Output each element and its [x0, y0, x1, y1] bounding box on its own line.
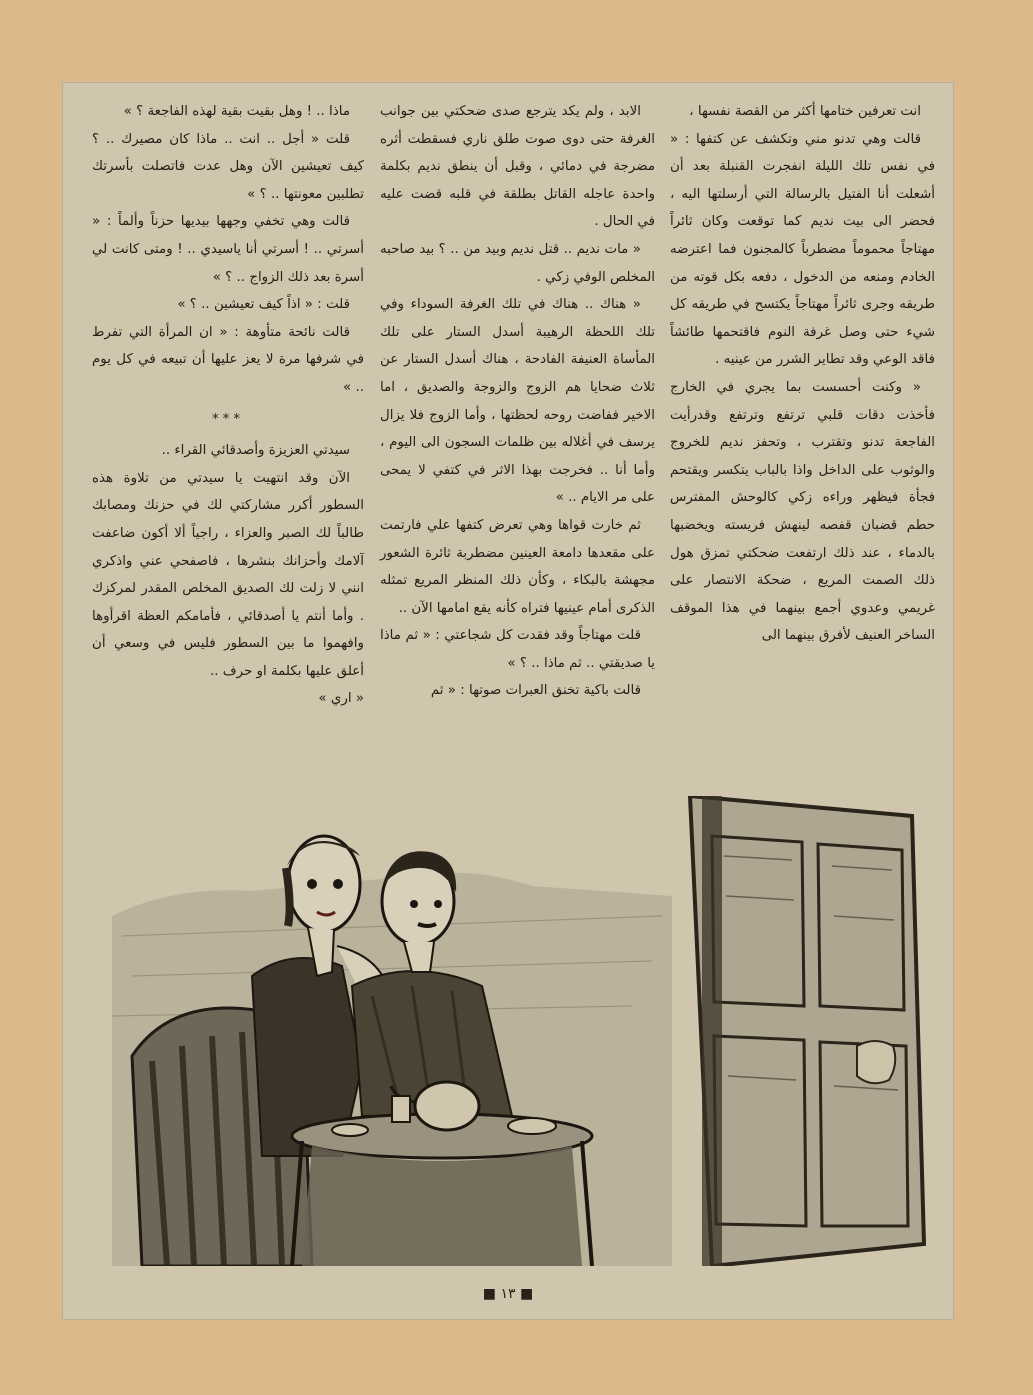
- text-column-right: [670, 98, 935, 650]
- door-drawing: [690, 796, 924, 1266]
- paragraph: « هناك .. هناك في تلك الغرفة السوداء وفي تلك اللحظة الرهيبة أسدل الستار على تلك المأساة العنيفة الفادحة ، هناك أسدل الستار عن ثلاث ضحايا هم الزوج والزوجة والصديق ، اما الاخير ففاضت روحه لحظتها ، وأما الزوج فلا يزال يرسف في أغلاله بين ظلمات السجون الى اليوم ، وأما أنا .. فخرجت بهذا الاثر في كتفي لا يمحى على مر الايام .. »: [380, 297, 655, 506]
- paragraph: انت تعرفين ختامها أكثر من القصة نفسها ،: [689, 104, 921, 119]
- paragraph: قلت : « اذاً كيف تعيشين .. ؟ »: [177, 297, 350, 313]
- paragraph: ماذا .. ! وهل بقيت بقية لهذه الفاجعة ؟ »: [123, 104, 350, 119]
- text-column-middle: [380, 98, 655, 705]
- paragraph: « وكنت أحسست بما يجري في الخارج فأخذت دقات قلبي ترتفع وترتفع وقدرأيت الفاجعة تدنو وتقترب ، وتحفز نديم للخروج والوثوب على الداخل واذا بالباب يتكسر ويقتحم فجأة فيظهر وراءه زكي كالوحش المفترس حطم قضبان قفصه لينهش فريسته ويخضبها بالدماء ، عند ذلك ارتفعت ضحكتي تمزق هول ذلك الصمت المريع ، ضحكة الانتصار على غريمي وعدوي أجمع بينهما في هذا الموقف الساخر العنيف لأفرق بينهما الى: [670, 379, 935, 644]
- paragraph: الآن وقد انتهيت يا سيدتي من تلاوة هذه السطور أكرر مشاركتي لك في حزنك ومصابك طالباً لك الصبر والعزاء ، راجياً ألا أكون ضاعفت آلامك وأحزانك بنشرها ، فاصفحي عني واذكري انني لا زلت لك الصديق المخلص المقدر لمركزك . وأما أنتم يا أصدقائي ، فأمامكم العظة اقرأوها وافهموا ما بين السطور فليس في وسعي أن أعلق عليها بكلمة او حرف ..: [92, 470, 364, 679]
- page-number: ■ ١٣ ■: [482, 1286, 534, 1302]
- paragraph: الابد ، ولم يكد يترجع صدى ضحكتي بين جوانب الغرفة حتى دوى صوت طلق ناري فسقطت أثره مضرجة في دمائي ، وقبل أن ينطق نديم بكلمة واحدة عاجله القاتل بطلقة في قلبه قضت عليه في الحال .: [380, 104, 655, 230]
- paragraph: « مات نديم .. قتل نديم وبيد من .. ؟ بيد صاحبه المخلص الوفي زكي .: [380, 241, 655, 285]
- author-signature: « اري »: [318, 691, 364, 707]
- paragraph: قالت وهي تدنو مني وتكشف عن كتفها : « في نفس تلك الليلة انفجرت القنبلة بعد أن أشعلت أنا الفتيل بالرسالة التي أرسلتها اليه ، فحضر الى بيت نديم كما توقعت وكان ثائراً مهتاجاً محموماً مضطرباً كالمجنون فما اعترضه الخادم ومنعه من الدخول ، دفعه بكل قوته من طريقه وجرى ثائراً مهتاجاً يكتسح في طريقه كل شيء حتى وصل غرفة النوم فاقتحمها طائشاً فاقد الوعي وقد تطاير الشرر من عينيه .: [670, 131, 935, 368]
- paragraph: قالت نائحة متأوهة : « ان المرأة التي تفرط في شرفها مرة لا يعز عليها أن تبيعه في كل يوم .. »: [92, 324, 364, 395]
- paragraph: قلت مهتاجاً وقد فقدت كل شجاعتي : « ثم ماذا يا صديقتي .. ثم ماذا .. ؟ »: [380, 628, 655, 671]
- paragraph: قالت وهي تخفي وجهها بيديها حزناً وألماً : « أسرتي .. ! أسرتي أنا ياسيدي .. ! ومتى كانت لي أسرة بعد ذلك الزواج .. ؟ »: [92, 214, 364, 285]
- section-divider: ***: [211, 411, 245, 427]
- paragraph: قالت باكية تخنق العبرات صوتها : « ثم: [430, 683, 641, 699]
- paragraph: ثم خارت قواها وهي تعرض كتفها علي فارتمت على مقعدها دامعة العينين مضطربة ثائرة الشعور مجهشة بالبكاء ، وكأن ذلك المنظر المريع تمثله الذكرى أمام عينيها فتراه كأنه يقع امامها الآن ..: [380, 517, 655, 616]
- paragraph: قلت « أجل .. انت .. ماذا كان مصيرك .. ؟ كيف تعيشين الآن وهل عدت فاتصلت بأسرتك تطلبين معونتها .. ؟ »: [92, 131, 364, 202]
- story-illustration: [112, 796, 932, 1266]
- paragraph: سيدتي العزيزة وأصدقائي القراء ..: [161, 443, 350, 459]
- magazine-page: [62, 82, 954, 1320]
- text-column-left: [92, 98, 364, 713]
